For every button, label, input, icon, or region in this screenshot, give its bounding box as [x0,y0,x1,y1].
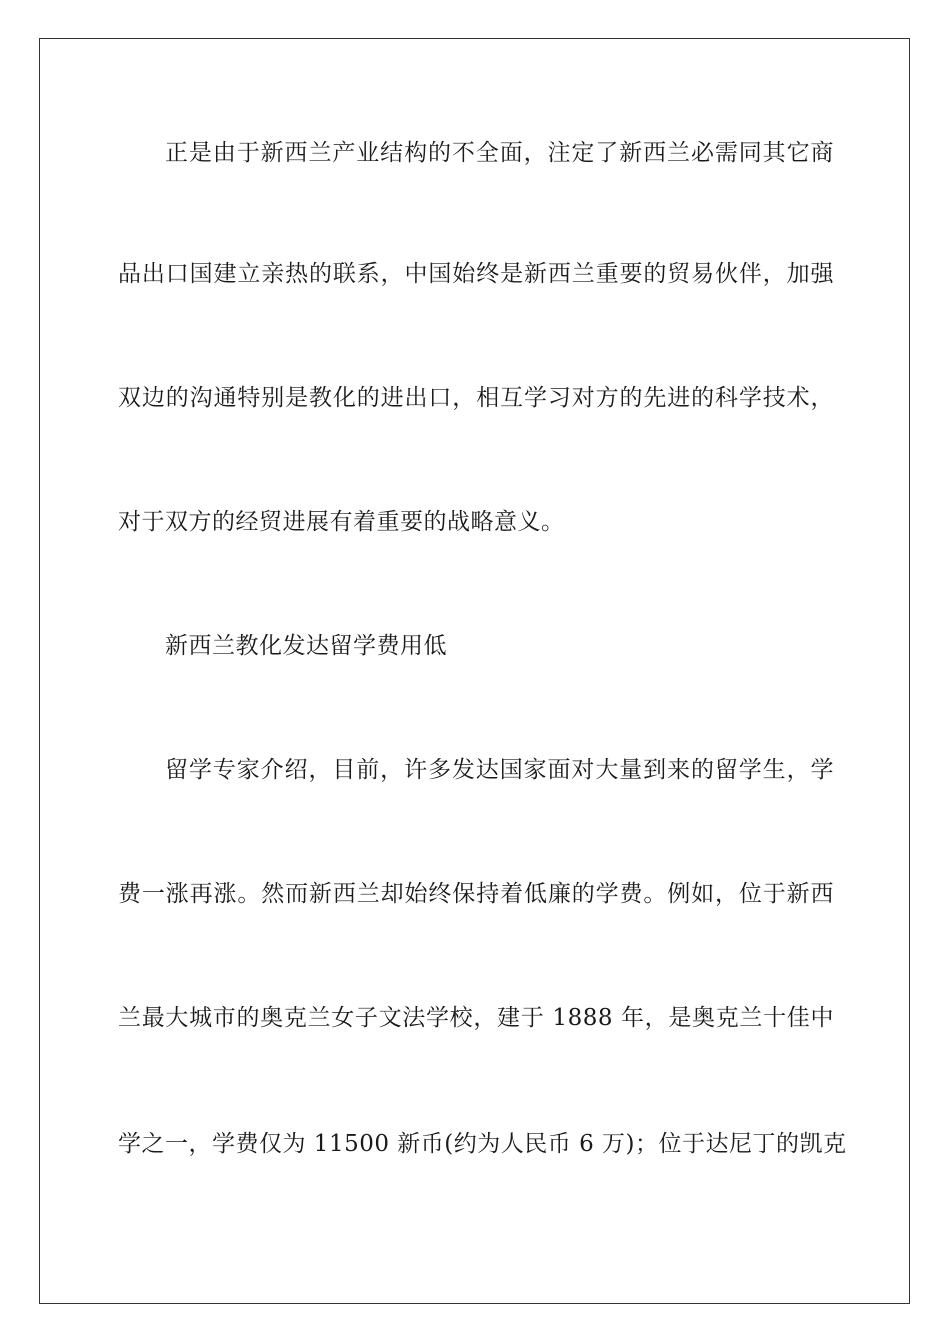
paragraph-2-line-2: 费一涨再涨。然而新西兰却始终保持着低廉的学费。例如，位于新西 [118,881,834,907]
paragraph-2-line-4: 学之一，学费仅为 11500 新币(约为人民币 6 万)；位于达尼丁的凯克 [118,1131,847,1157]
paragraph-1-line-1: 正是由于新西兰产业结构的不全面，注定了新西兰必需同其它商 [165,140,834,166]
paragraph-2-line-3: 兰最大城市的奥克兰女子文法学校，建于 1888 年，是奥克兰十佳中 [118,1005,834,1031]
paragraph-1-line-3: 双边的沟通特别是教化的进出口，相互学习对方的先进的科学技术， [118,385,834,411]
page-border [39,38,910,1304]
paragraph-2-line-1: 留学专家介绍，目前，许多发达国家面对大量到来的留学生，学 [165,757,834,783]
paragraph-1-line-4: 对于双方的经贸进展有着重要的战略意义。 [118,509,565,535]
paragraph-1-line-2: 品出口国建立亲热的联系，中国始终是新西兰重要的贸易伙伴，加强 [118,261,834,287]
section-heading: 新西兰教化发达留学费用低 [165,633,447,659]
